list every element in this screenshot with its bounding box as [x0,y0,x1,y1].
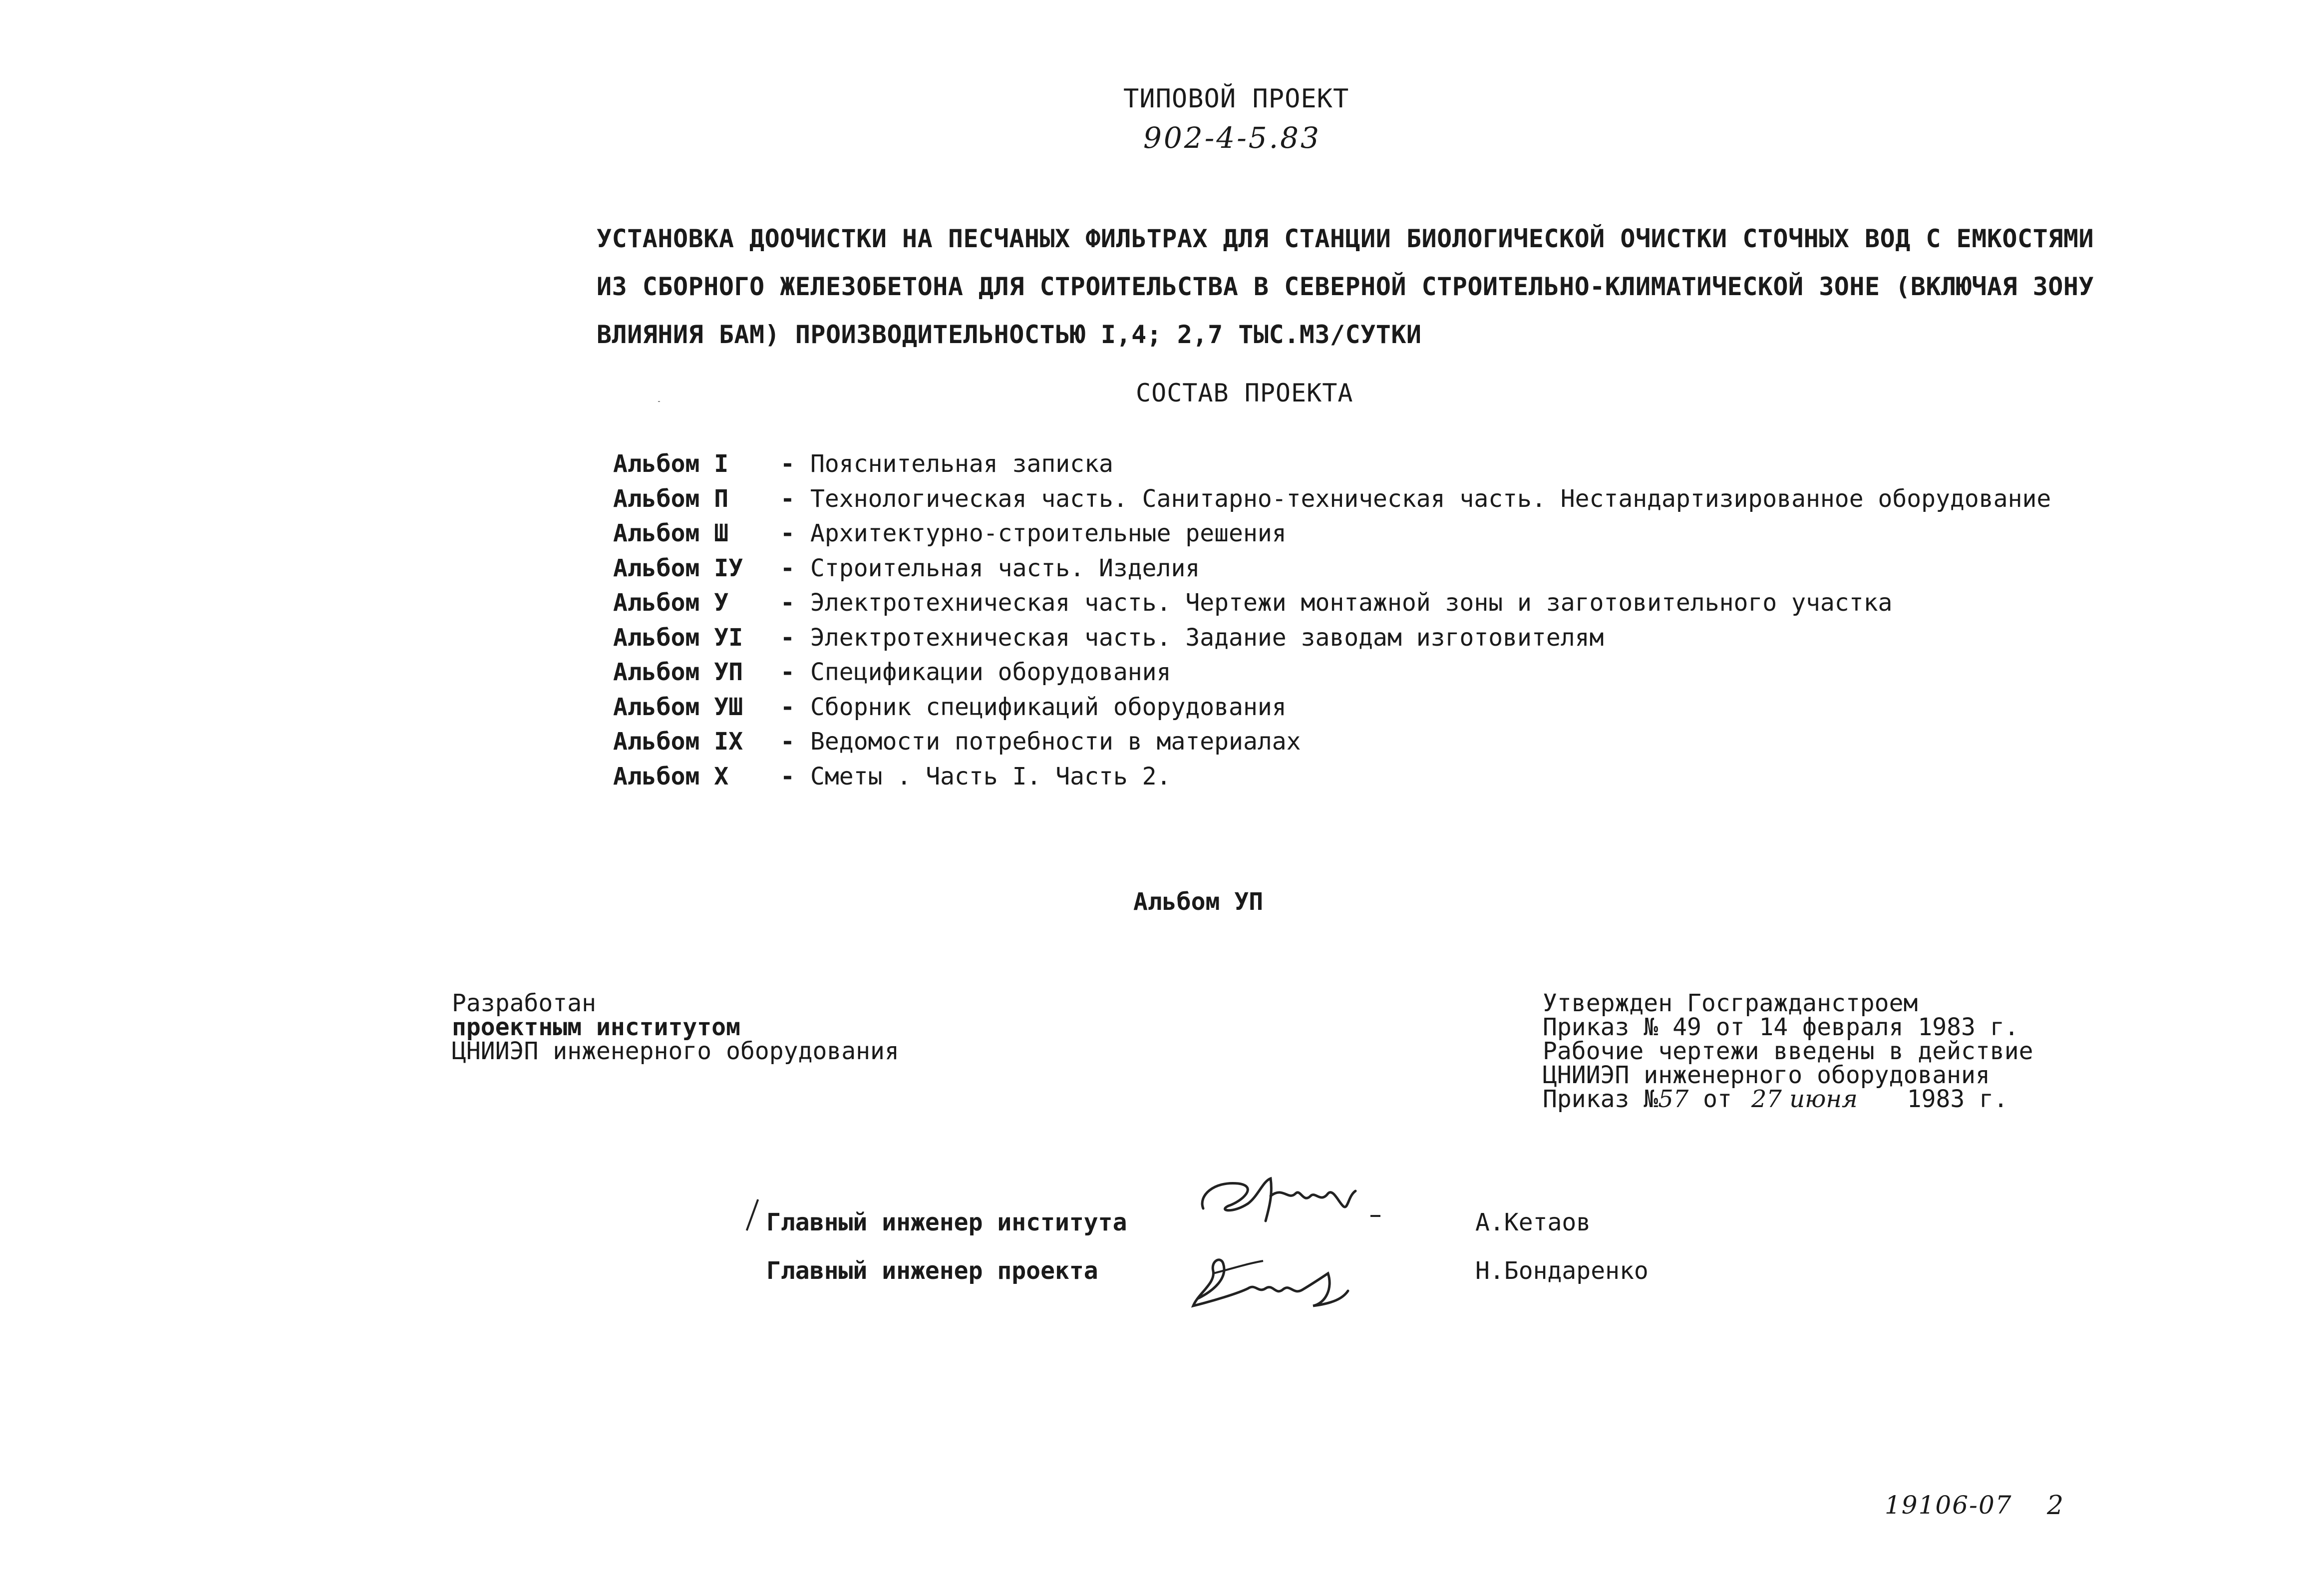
slash-mark [746,1199,759,1230]
order-year: 1983 г. [1907,1085,2008,1113]
title-line: ИЗ СБОРНОГО ЖЕЛЕЗОБЕТОНА ДЛЯ СТРОИТЕЛЬСТВА В СЕВЕРНОЙ СТРОИТЕЛЬНО-КЛИМАТИЧЕСКОЙ ЗОНЕ (ВКЛЮЧАЯ ЗОНУ [597,272,2094,301]
album-description: Пояснительная записка [810,450,1113,478]
album-list [613,447,2051,794]
album-label: Альбом I [613,450,729,478]
approved-line: Рабочие чертежи введены в действие [1543,1037,2033,1065]
album-row [613,760,2051,794]
album-dash: - [780,554,795,582]
album-row [613,586,2051,621]
page-number: 2 [2047,1491,2064,1521]
title-line: УСТАНОВКА ДООЧИСТКИ НА ПЕСЧАНЫХ ФИЛЬТРАХ ДЛЯ СТАНЦИИ БИОЛОГИЧЕСКОЙ ОЧИСТКИ СТОЧНЫХ ВОД С ЕМКОСТЯМИ [597,224,2094,253]
album-dash: - [780,484,795,513]
album-description: Сборник спецификаций оборудования [810,693,1287,721]
album-description: Архитектурно-строительные решения [810,519,1287,547]
album-description: Технологическая часть. Санитарно-техническая часть. Нестандартизированное оборудование [810,484,2051,513]
approved-line: ЦНИИЭП инженерного оборудования [1543,1061,1990,1089]
album-label: Альбом У [613,589,729,617]
album-label: Альбом УП [613,658,743,686]
signature-name: А.Кетаов [1475,1208,1591,1236]
album-label: Альбом Ш [613,519,729,547]
developed-by-block [452,991,899,1063]
album-row [613,482,2051,517]
album-label: Альбом IУ [613,554,743,582]
order-number: 57 [1658,1085,1689,1113]
composition-heading: СОСТАВ ПРОЕКТА [1136,379,1353,407]
title-line: ВЛИЯНИЯ БАМ) ПРОИЗВОДИТЕЛЬНОСТЬЮ I,4; 2,7 ТЫС.М3/СУТКИ [597,320,1422,349]
album-dash: - [780,728,795,756]
developed-line: ЦНИИЭП инженерного оборудования [452,1037,899,1065]
signature-role: Главный инженер института [766,1208,1127,1236]
signature-name: Н.Бондаренко [1475,1257,1649,1285]
album-row [613,690,2051,725]
approved-line [1543,1087,2033,1111]
developed-line: проектным институтом [452,1013,740,1041]
album-label: Альбом УI [613,623,743,652]
album-row [613,621,2051,656]
album-dash: - [780,623,795,652]
album-description: Электротехническая часть. Задание заводам изготовителям [810,623,1604,652]
current-album: Альбом УП [1133,888,1264,916]
album-dash: - [780,658,795,686]
album-row [613,655,2051,690]
album-dash: - [780,762,795,791]
album-label: Альбом УШ [613,693,743,721]
approved-line: Утвержден Госгражданстроем [1543,989,1918,1017]
album-label: Альбом П [613,484,729,513]
signature-role: Главный инженер проекта [766,1257,1098,1285]
album-label: Альбом IX [613,728,743,756]
album-description: Электротехническая часть. Чертежи монтажной зоны и заготовительного участка [810,589,1893,617]
album-description: Ведомости потребности в материалах [810,728,1301,756]
project-title [597,215,2094,359]
album-row [613,725,2051,760]
developed-line: Разработан [452,989,596,1017]
handwritten-signature-icon [1183,1166,1393,1236]
project-type: ТИПОВОЙ ПРОЕКТ [1123,84,1349,114]
album-row [613,447,2051,482]
album-dash: - [780,450,795,478]
order-date: 27 июня [1751,1085,1858,1113]
approved-block [1543,991,2033,1111]
project-number: 902-4-5.83 [1143,121,1321,155]
album-dash: - [780,589,795,617]
album-dash: - [780,519,795,547]
album-description: Строительная часть. Изделия [810,554,1200,582]
album-row [613,551,2051,586]
album-label: Альбом X [613,762,729,791]
album-dash: - [780,693,795,721]
album-row [613,516,2051,551]
order-from: от [1703,1085,1732,1113]
album-description: Сметы . Часть I. Часть 2. [810,762,1171,791]
sheet-number: 19106-07 [1885,1491,2012,1520]
stray-mark [658,401,660,402]
approved-line: Приказ № 49 от 14 февраля 1983 г. [1543,1013,2019,1041]
handwritten-signature-icon [1183,1243,1373,1313]
order-prefix: Приказ № [1543,1085,1659,1113]
album-description: Спецификации оборудования [810,658,1171,686]
